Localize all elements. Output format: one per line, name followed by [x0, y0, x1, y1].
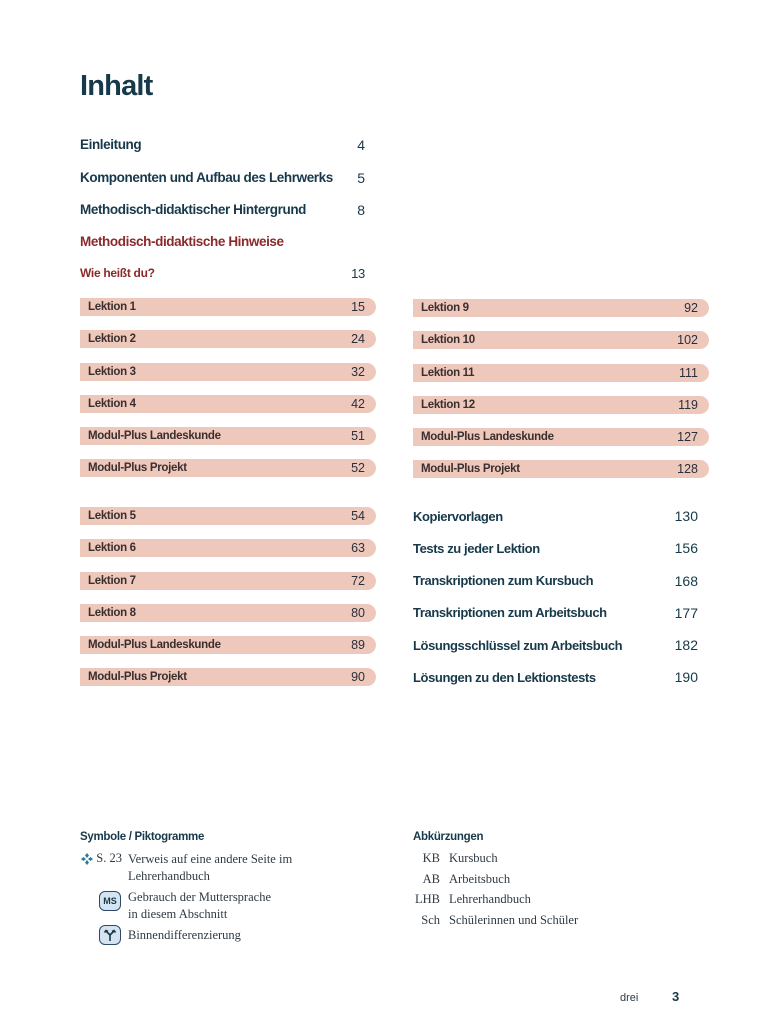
toc-entry-label: Wie heißt du?: [80, 266, 155, 280]
abbreviation-value: Lehrerhandbuch: [449, 892, 531, 906]
abbreviation-value: Kursbuch: [449, 851, 498, 865]
toc-entry-page: 80: [351, 605, 365, 620]
toc-entry-page: 52: [351, 461, 365, 476]
abbreviation-value: Arbeitsbuch: [449, 872, 511, 886]
toc-entry[interactable]: [413, 539, 698, 557]
toc-entry-page: 128: [677, 462, 698, 477]
toc-entry-page: 5: [357, 170, 365, 186]
toc-entry-page: 51: [351, 429, 365, 444]
toc-entry-label: Lösungen zu den Lektionstests: [413, 669, 596, 685]
toc-bar-entry[interactable]: [413, 331, 709, 349]
toc-entry-label: Lektion 10: [421, 334, 475, 347]
toc-entry-label: Transkriptionen zum Arbeitsbuch: [413, 605, 607, 621]
abbreviation-value: Schülerinnen und Schüler: [449, 913, 579, 927]
toc-bar-entry[interactable]: [80, 572, 376, 590]
toc-entry-label: Lektion 9: [421, 302, 469, 314]
toc-bar-entry[interactable]: [80, 427, 376, 445]
toc-entry-label: Lektion 12: [421, 398, 475, 411]
symbol-row-differentiation: [80, 925, 241, 945]
toc-entry-einleitung[interactable]: [80, 137, 365, 153]
abbreviation-key: LHB: [415, 892, 440, 906]
toc-entry-page: 72: [351, 573, 365, 588]
differentiation-text: Binnendifferenzierung: [128, 928, 241, 942]
toc-entry-label: Modul-Plus Projekt: [88, 462, 187, 475]
toc-entry-label: Lektion 4: [88, 397, 136, 410]
split-arrows-icon: [99, 925, 121, 945]
lesson-list-9-12: [413, 299, 709, 493]
abbreviation-key: KB: [422, 851, 440, 865]
symbol-row-ref: [80, 851, 292, 885]
toc-bar-entry[interactable]: [413, 428, 709, 446]
toc-entry-label: Modul-Plus Landeskunde: [421, 431, 554, 444]
toc-entry-page: 111: [678, 365, 698, 380]
toc-entry-label: Lektion 11: [421, 366, 475, 379]
abbreviation-row: [413, 892, 531, 907]
ms-text-line-2: in diesem Abschnitt: [128, 907, 228, 921]
toc-entry-page: 119: [678, 397, 698, 412]
toc-entry-label: Modul-Plus Landeskunde: [88, 639, 221, 652]
ref-text-line-1: Verweis auf eine andere Seite im: [128, 852, 293, 866]
toc-entry-label: Modul-Plus Landeskunde: [88, 430, 221, 443]
toc-entry-label: Kopiervorlagen: [413, 508, 503, 524]
toc-bar-entry[interactable]: [80, 363, 376, 381]
ref-key: S. 23: [96, 851, 122, 865]
toc-entry-page: 190: [674, 669, 698, 686]
toc-entry-page: 90: [351, 670, 365, 685]
toc-entry-page: 4: [357, 137, 365, 153]
toc-bar-entry[interactable]: [413, 396, 709, 414]
toc-bar-entry[interactable]: [80, 459, 376, 477]
toc-entry-label: Lösungsschlüssel zum Arbeitsbuch: [413, 637, 623, 653]
toc-entry-label: Lektion 7: [88, 574, 136, 587]
toc-entry-label: Lektion 3: [88, 365, 136, 378]
toc-bar-entry[interactable]: [80, 668, 376, 686]
toc-entry-page: 24: [351, 332, 365, 347]
abbreviation-key: AB: [422, 872, 440, 886]
toc-entry-page: 182: [674, 637, 698, 654]
toc-entry[interactable]: [413, 572, 698, 590]
toc-entry-label: Lektion 5: [88, 510, 136, 522]
toc-entry-label: Lektion 2: [88, 333, 136, 346]
abbreviation-row: [413, 851, 498, 866]
toc-entry-label: Modul-Plus Projekt: [421, 463, 520, 476]
toc-entry-page: 127: [677, 430, 698, 445]
toc-entry-page: 13: [351, 266, 365, 281]
symbol-row-ms: [80, 889, 271, 923]
toc-bar-entry[interactable]: [80, 636, 376, 654]
lesson-list-1-4: [80, 298, 376, 492]
diamond-cluster-icon: [81, 853, 93, 865]
toc-entry[interactable]: [413, 668, 698, 686]
toc-entry[interactable]: [413, 604, 698, 622]
ref-text-line-2: Lehrerhandbuch: [128, 869, 210, 883]
toc-bar-entry[interactable]: [413, 460, 709, 478]
abbreviation-row: [413, 913, 578, 928]
page-title: Inhalt: [80, 70, 153, 102]
toc-entry-label: Transkriptionen zum Kursbuch: [413, 573, 594, 589]
toc-bar-entry[interactable]: [80, 298, 376, 316]
abbreviation-key: Sch: [421, 913, 440, 927]
toc-entry-page: 42: [351, 396, 365, 411]
toc-entry-page: 177: [674, 604, 698, 621]
toc-entry-label: Einleitung: [80, 137, 142, 152]
toc-entry-wie-heisst-du[interactable]: [80, 266, 365, 281]
abbreviations-title: Abkürzungen: [413, 831, 484, 843]
toc-entry-label: Lektion 6: [88, 542, 136, 555]
toc-entry-page: 156: [674, 540, 698, 557]
toc-entry-hintergrund[interactable]: [80, 202, 365, 218]
toc-entry-label: Komponenten und Aufbau des Lehrwerks: [80, 170, 333, 185]
toc-entry-label: Modul-Plus Projekt: [88, 671, 187, 684]
toc-entry-label: Tests zu jeder Lektion: [413, 540, 540, 556]
toc-entry-label: Lektion 1: [88, 301, 136, 313]
toc-entry-page: 168: [674, 572, 698, 589]
ms-text-line-1: Gebrauch der Muttersprache: [128, 890, 271, 904]
toc-entry-page: 32: [351, 364, 365, 379]
footer-page-number: 3: [672, 989, 680, 1004]
toc-bar-entry[interactable]: [80, 604, 376, 622]
ms-icon: MS: [99, 891, 121, 911]
symbols-title: Symbole / Piktogramme: [80, 831, 205, 843]
appendix-list: [413, 507, 698, 701]
toc-entry-page: 8: [357, 202, 365, 218]
toc-entry-page: 102: [677, 333, 698, 348]
toc-entry[interactable]: [413, 507, 698, 525]
toc-entry-page: 63: [351, 541, 365, 556]
toc-bar-entry[interactable]: [80, 539, 376, 557]
toc-entry-page: 15: [351, 300, 365, 314]
toc-bar-entry[interactable]: [80, 330, 376, 348]
toc-entry-page: 89: [351, 638, 365, 653]
toc-bar-entry[interactable]: [80, 395, 376, 413]
abbreviation-row: [413, 872, 510, 887]
toc-entry-page: 54: [351, 509, 365, 523]
toc-bar-entry[interactable]: [413, 299, 709, 317]
toc-entry-page: 92: [684, 301, 698, 315]
toc-entry[interactable]: [413, 636, 698, 654]
footer-page-word: drei: [620, 992, 639, 1004]
section-heading: Methodisch-didaktische Hinweise: [80, 234, 284, 249]
toc-entry-komponenten[interactable]: [80, 170, 365, 186]
toc-bar-entry[interactable]: [80, 507, 376, 525]
lesson-list-5-8: [80, 507, 376, 701]
toc-entry-page: 130: [674, 508, 698, 524]
toc-entry-label: Methodisch-didaktischer Hintergrund: [80, 202, 307, 217]
toc-bar-entry[interactable]: [413, 364, 709, 382]
toc-entry-label: Lektion 8: [88, 606, 136, 619]
